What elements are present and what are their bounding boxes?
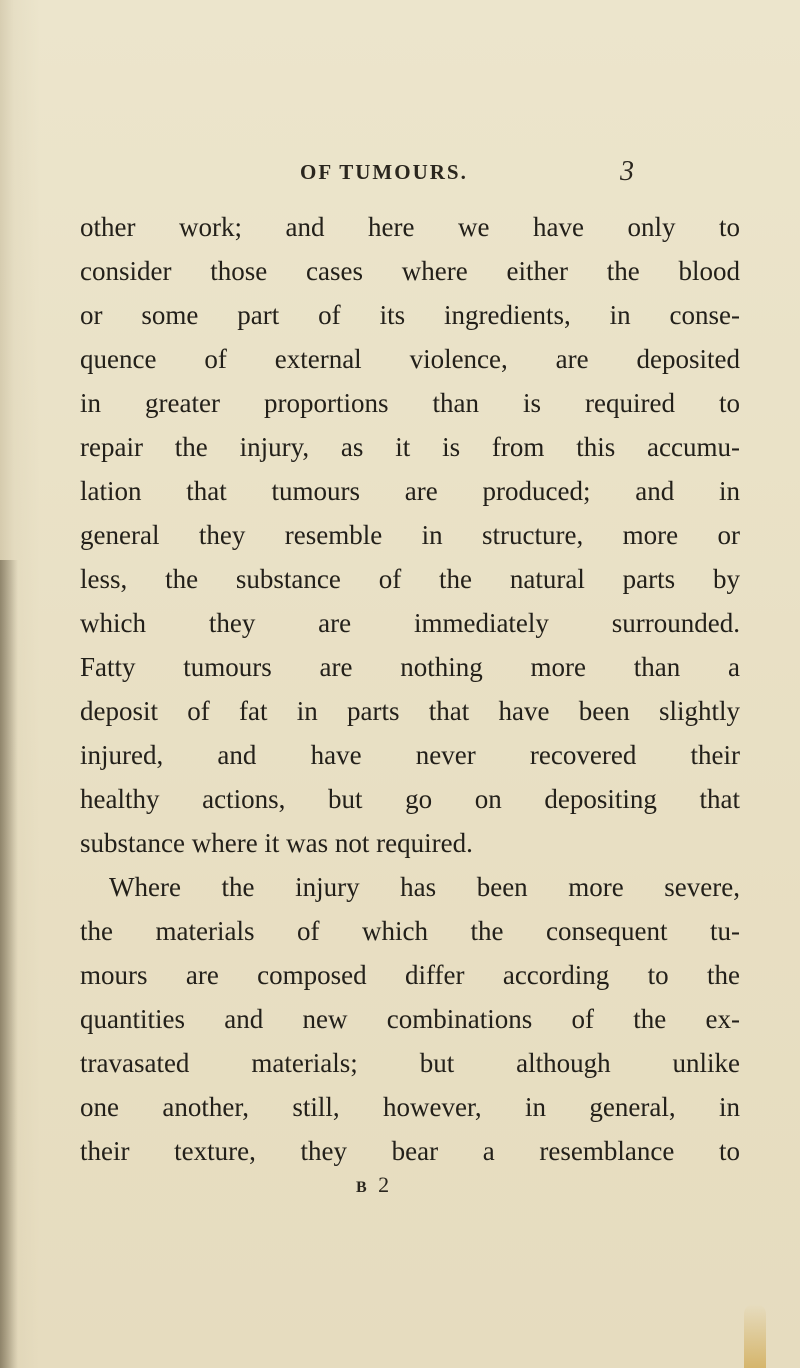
running-title: OF TUMOURS. bbox=[300, 160, 468, 184]
text-line: lation that tumours are produced; and in bbox=[80, 476, 740, 506]
text-line: quence of external violence, are deposited bbox=[80, 344, 740, 374]
text-line: Fatty tumours are nothing more than a bbox=[80, 652, 740, 682]
text-line: healthy actions, but go on depositing that bbox=[80, 784, 740, 814]
text-line: mours are composed differ according to the bbox=[80, 960, 740, 990]
text-line: general they resemble in structure, more or bbox=[80, 520, 740, 550]
text-line: quantities and new combinations of the ex- bbox=[80, 1004, 740, 1034]
text-line: travasated materials; but although unlike bbox=[80, 1048, 740, 1078]
signature-mark bbox=[356, 1172, 393, 1198]
text-line: one another, still, however, in general, in bbox=[80, 1092, 740, 1122]
text-line: substance where it was not required. bbox=[80, 828, 473, 858]
signature-letter: B bbox=[356, 1179, 369, 1196]
text-line: other work; and here we have only to bbox=[80, 212, 740, 242]
text-line: or some part of its ingredients, in conse- bbox=[80, 300, 740, 330]
gutter-shadow bbox=[0, 560, 18, 1368]
text-line: less, the substance of the natural parts by bbox=[80, 564, 740, 594]
text-line: the materials of which the consequent tu- bbox=[80, 916, 740, 946]
page-edge-curl bbox=[744, 1304, 766, 1368]
text-line: injured, and have never recovered their bbox=[80, 740, 740, 770]
running-head bbox=[0, 156, 800, 190]
text-line: repair the injury, as it is from this accumu- bbox=[80, 432, 740, 462]
text-line: which they are immediately surrounded. bbox=[80, 608, 740, 638]
text-line: deposit of fat in parts that have been slightly bbox=[80, 696, 740, 726]
text-line: their texture, they bear a resemblance to bbox=[80, 1136, 740, 1166]
body-text bbox=[80, 205, 740, 1173]
signature-number: 2 bbox=[378, 1172, 394, 1197]
text-line: Where the injury has been more severe, bbox=[109, 872, 740, 902]
page-number: 3 bbox=[620, 156, 634, 187]
text-line: consider those cases where either the blood bbox=[80, 256, 740, 286]
text-line: in greater proportions than is required to bbox=[80, 388, 740, 418]
